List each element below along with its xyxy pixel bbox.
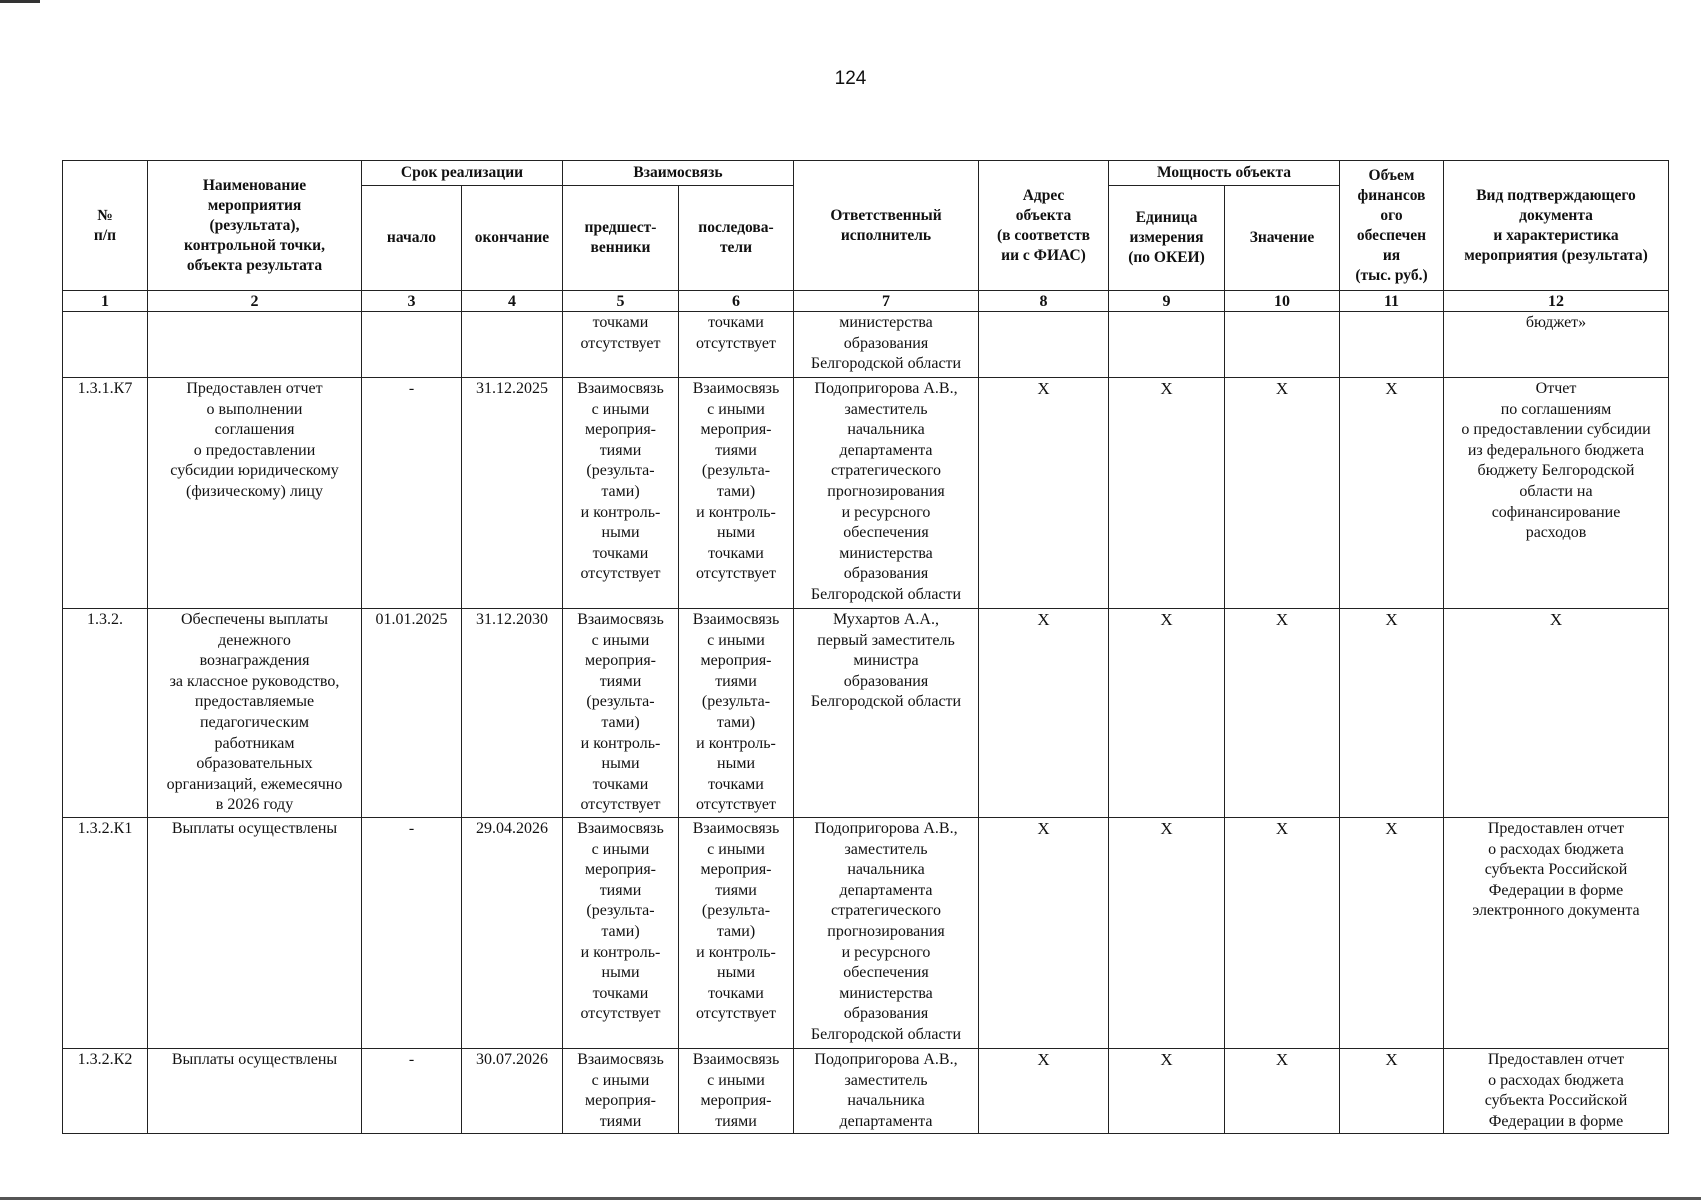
table-row [63,609,1669,818]
cell-unit: X [1109,1048,1225,1133]
cell-value: X [1225,378,1340,609]
header-relation-next: последова- тели [679,186,794,291]
cell-value: X [1225,609,1340,818]
table-header [63,161,1669,312]
cell-document: Отчет по соглашениям о предоставлении субсидии из федерального бюджета бюджету Белгородской области на софинансирование расходов [1444,378,1669,609]
column-number: 11 [1340,291,1444,312]
cell-unit [1109,312,1225,378]
cell-next: Взаимосвязь с иными мероприя- тиями (результа- тами) и контроль- ными точками отсутствует [679,817,794,1048]
cell-unit: X [1109,609,1225,818]
cell-document: Предоставлен отчет о расходах бюджета субъекта Российской Федерации в форме [1444,1048,1669,1133]
cell-num [63,312,148,378]
cell-name: Выплаты осуществлены [148,817,362,1048]
cell-document: X [1444,609,1669,818]
top-edge-rule [0,0,40,3]
header-responsible: Ответственный исполнитель [794,161,979,291]
cell-document: бюджет» [1444,312,1669,378]
cell-funding: X [1340,817,1444,1048]
cell-address: X [979,1048,1109,1133]
cell-num: 1.3.2.К1 [63,817,148,1048]
header-relation: Взаимосвязь [563,161,794,186]
column-number: 12 [1444,291,1669,312]
header-capacity: Мощность объекта [1109,161,1340,186]
cell-prev: Взаимосвязь с иными мероприя- тиями [563,1048,679,1133]
cell-address [979,312,1109,378]
cell-value: X [1225,1048,1340,1133]
column-number: 4 [462,291,563,312]
cell-prev: Взаимосвязь с иными мероприя- тиями (результа- тами) и контроль- ными точками отсутствует [563,817,679,1048]
cell-funding: X [1340,378,1444,609]
cell-name: Обеспечены выплаты денежного вознаграждения за классное руководство, предоставляемые педагогическим работникам образовательных организаций, ежемесячно в 2026 году [148,609,362,818]
cell-num: 1.3.2. [63,609,148,818]
cell-name: Выплаты осуществлены [148,1048,362,1133]
cell-next: Взаимосвязь с иными мероприя- тиями (результа- тами) и контроль- ными точками отсутствует [679,609,794,818]
cell-end: 29.04.2026 [462,817,563,1048]
cell-prev: точками отсутствует [563,312,679,378]
cell-document: Предоставлен отчет о расходах бюджета субъекта Российской Федерации в форме электронного документа [1444,817,1669,1048]
table-row [63,1048,1669,1133]
table-body [63,312,1669,1134]
cell-funding: X [1340,609,1444,818]
cell-unit: X [1109,378,1225,609]
column-number: 1 [63,291,148,312]
cell-funding [1340,312,1444,378]
cell-responsible: Подопригорова А.В., заместитель начальника департамента [794,1048,979,1133]
table-row [63,312,1669,378]
header-num: № п/п [63,161,148,291]
cell-end [462,312,563,378]
cell-prev: Взаимосвязь с иными мероприя- тиями (результа- тами) и контроль- ными точками отсутствует [563,609,679,818]
column-number-row [63,291,1669,312]
cell-end: 31.12.2030 [462,609,563,818]
column-number: 2 [148,291,362,312]
cell-start: 01.01.2025 [362,609,462,818]
header-capacity-unit: Единица измерения (по ОКЕИ) [1109,186,1225,291]
header-address: Адрес объекта (в соответств ии с ФИАС) [979,161,1109,291]
table-row [63,817,1669,1048]
cell-responsible: Подопригорова А.В., заместитель начальника департамента стратегического прогнозирования и ресурсного обеспечения министерства образования Белгородской области [794,378,979,609]
cell-name [148,312,362,378]
cell-num: 1.3.1.К7 [63,378,148,609]
cell-responsible: министерства образования Белгородской области [794,312,979,378]
cell-next: Взаимосвязь с иными мероприя- тиями [679,1048,794,1133]
cell-num: 1.3.2.К2 [63,1048,148,1133]
cell-responsible: Мухартов А.А., первый заместитель министра образования Белгородской области [794,609,979,818]
cell-next: Взаимосвязь с иными мероприя- тиями (результа- тами) и контроль- ными точками отсутствует [679,378,794,609]
column-number: 10 [1225,291,1340,312]
cell-start [362,312,462,378]
column-number: 9 [1109,291,1225,312]
cell-name: Предоставлен отчет о выполнении соглашения о предоставлении субсидии юридическому (физическому) лицу [148,378,362,609]
header-name: Наименование мероприятия (результата), контрольной точки, объекта результата [148,161,362,291]
table-row [63,378,1669,609]
cell-value [1225,312,1340,378]
column-number: 5 [563,291,679,312]
cell-end: 31.12.2025 [462,378,563,609]
cell-next: точками отсутствует [679,312,794,378]
header-period-start: начало [362,186,462,291]
cell-prev: Взаимосвязь с иными мероприя- тиями (результа- тами) и контроль- ными точками отсутствует [563,378,679,609]
cell-start: - [362,1048,462,1133]
cell-address: X [979,817,1109,1048]
plan-table [62,160,1669,1134]
column-number: 7 [794,291,979,312]
header-period: Срок реализации [362,161,563,186]
column-number: 3 [362,291,462,312]
cell-unit: X [1109,817,1225,1048]
cell-responsible: Подопригорова А.В., заместитель начальника департамента стратегического прогнозирования и ресурсного обеспечения министерства образования Белгородской области [794,817,979,1048]
header-period-end: окончание [462,186,563,291]
cell-value: X [1225,817,1340,1048]
column-number: 8 [979,291,1109,312]
header-relation-prev: предшест- венники [563,186,679,291]
cell-end: 30.07.2026 [462,1048,563,1133]
cell-start: - [362,378,462,609]
header-funding: Объем финансов ого обеспечен ия (тыс. руб.) [1340,161,1444,291]
header-capacity-value: Значение [1225,186,1340,291]
cell-funding: X [1340,1048,1444,1133]
cell-start: - [362,817,462,1048]
column-number: 6 [679,291,794,312]
header-document: Вид подтверждающего документа и характеристика мероприятия (результата) [1444,161,1669,291]
cell-address: X [979,378,1109,609]
cell-address: X [979,609,1109,818]
page-number: 124 [834,68,867,89]
